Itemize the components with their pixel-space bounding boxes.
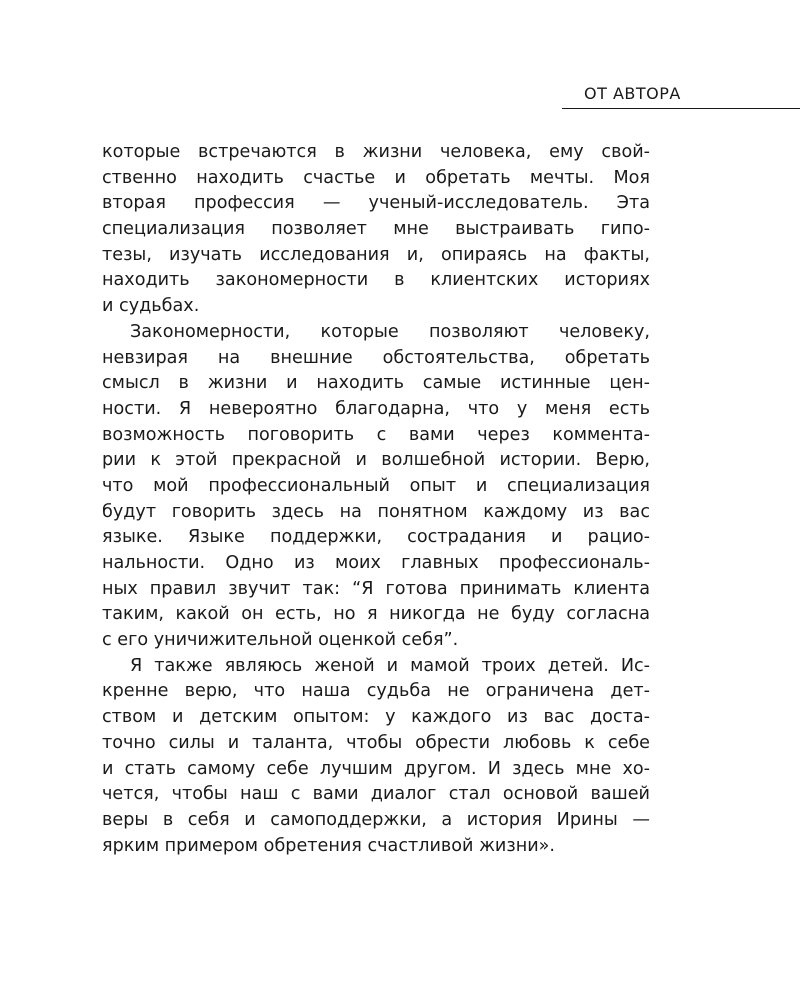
text-line: ярким примером обретения счастливой жизни». xyxy=(102,835,556,856)
text-line: и стать самому себе лучшим другом. И здесь мне хо- xyxy=(102,758,650,779)
paragraph-2 xyxy=(102,320,650,654)
text-line: будут говорить здесь на понятном каждому из вас xyxy=(102,501,650,522)
text-line: что мой профессиональный опыт и специализация xyxy=(102,475,650,496)
body-text xyxy=(102,140,650,859)
text-line: чется, чтобы наш с вами диалог стал основой вашей xyxy=(102,784,650,805)
text-line: ности. Я невероятно благодарна, что у меня есть xyxy=(102,398,650,419)
running-head-rule xyxy=(562,108,800,109)
text-line: кренне верю, что наша судьба не ограничена дет- xyxy=(102,681,650,702)
paragraph-1 xyxy=(102,140,650,320)
text-line: Я также являюсь женой и мамой троих детей. Ис- xyxy=(130,655,650,676)
text-line: смысл в жизни и находить самые истинные цен- xyxy=(102,373,650,394)
text-line: специализация позволяет мне выстраивать гипо- xyxy=(102,219,650,240)
text-line: вторая профессия — ученый-исследователь. Эта xyxy=(102,193,650,214)
text-line: веры в себя и самоподдержки, а история Ирины — xyxy=(102,809,650,830)
text-line: находить закономерности в клиентских историях xyxy=(102,270,650,291)
text-line: и судьбах. xyxy=(102,296,200,317)
text-line: ством и детским опытом: у каждого из вас доста- xyxy=(102,707,650,728)
text-line: нальности. Одно из моих главных профессиональ- xyxy=(102,553,650,573)
text-line: с его уничижительной оценкой себя”. xyxy=(102,630,459,651)
text-line: таким, какой он есть, но я никогда не буду согласна xyxy=(102,604,650,625)
text-line: которые встречаются в жизни человека, ему свой- xyxy=(102,142,650,162)
text-line: языке. Языке поддержки, сострадания и рацио- xyxy=(102,527,650,548)
paragraph-3 xyxy=(102,654,650,860)
running-head-title: ОТ АВТОРА xyxy=(584,84,681,103)
text-line: ственно находить счастье и обретать мечты. Моя xyxy=(102,167,650,188)
text-line: невзирая на внешние обстоятельства, обретать xyxy=(102,347,650,368)
text-line: Закономерности, которые позволяют человеку, xyxy=(130,321,650,342)
text-line: ных правил звучит так: “Я готова принимать клиента xyxy=(102,578,650,599)
text-line: возможность поговорить с вами через коммента- xyxy=(102,424,650,445)
text-line: точно силы и таланта, чтобы обрести любовь к себе xyxy=(102,732,650,753)
text-line: рии к этой прекрасной и волшебной истории. Верю, xyxy=(102,450,650,471)
text-line: тезы, изучать исследования и, опираясь на факты, xyxy=(102,244,650,265)
